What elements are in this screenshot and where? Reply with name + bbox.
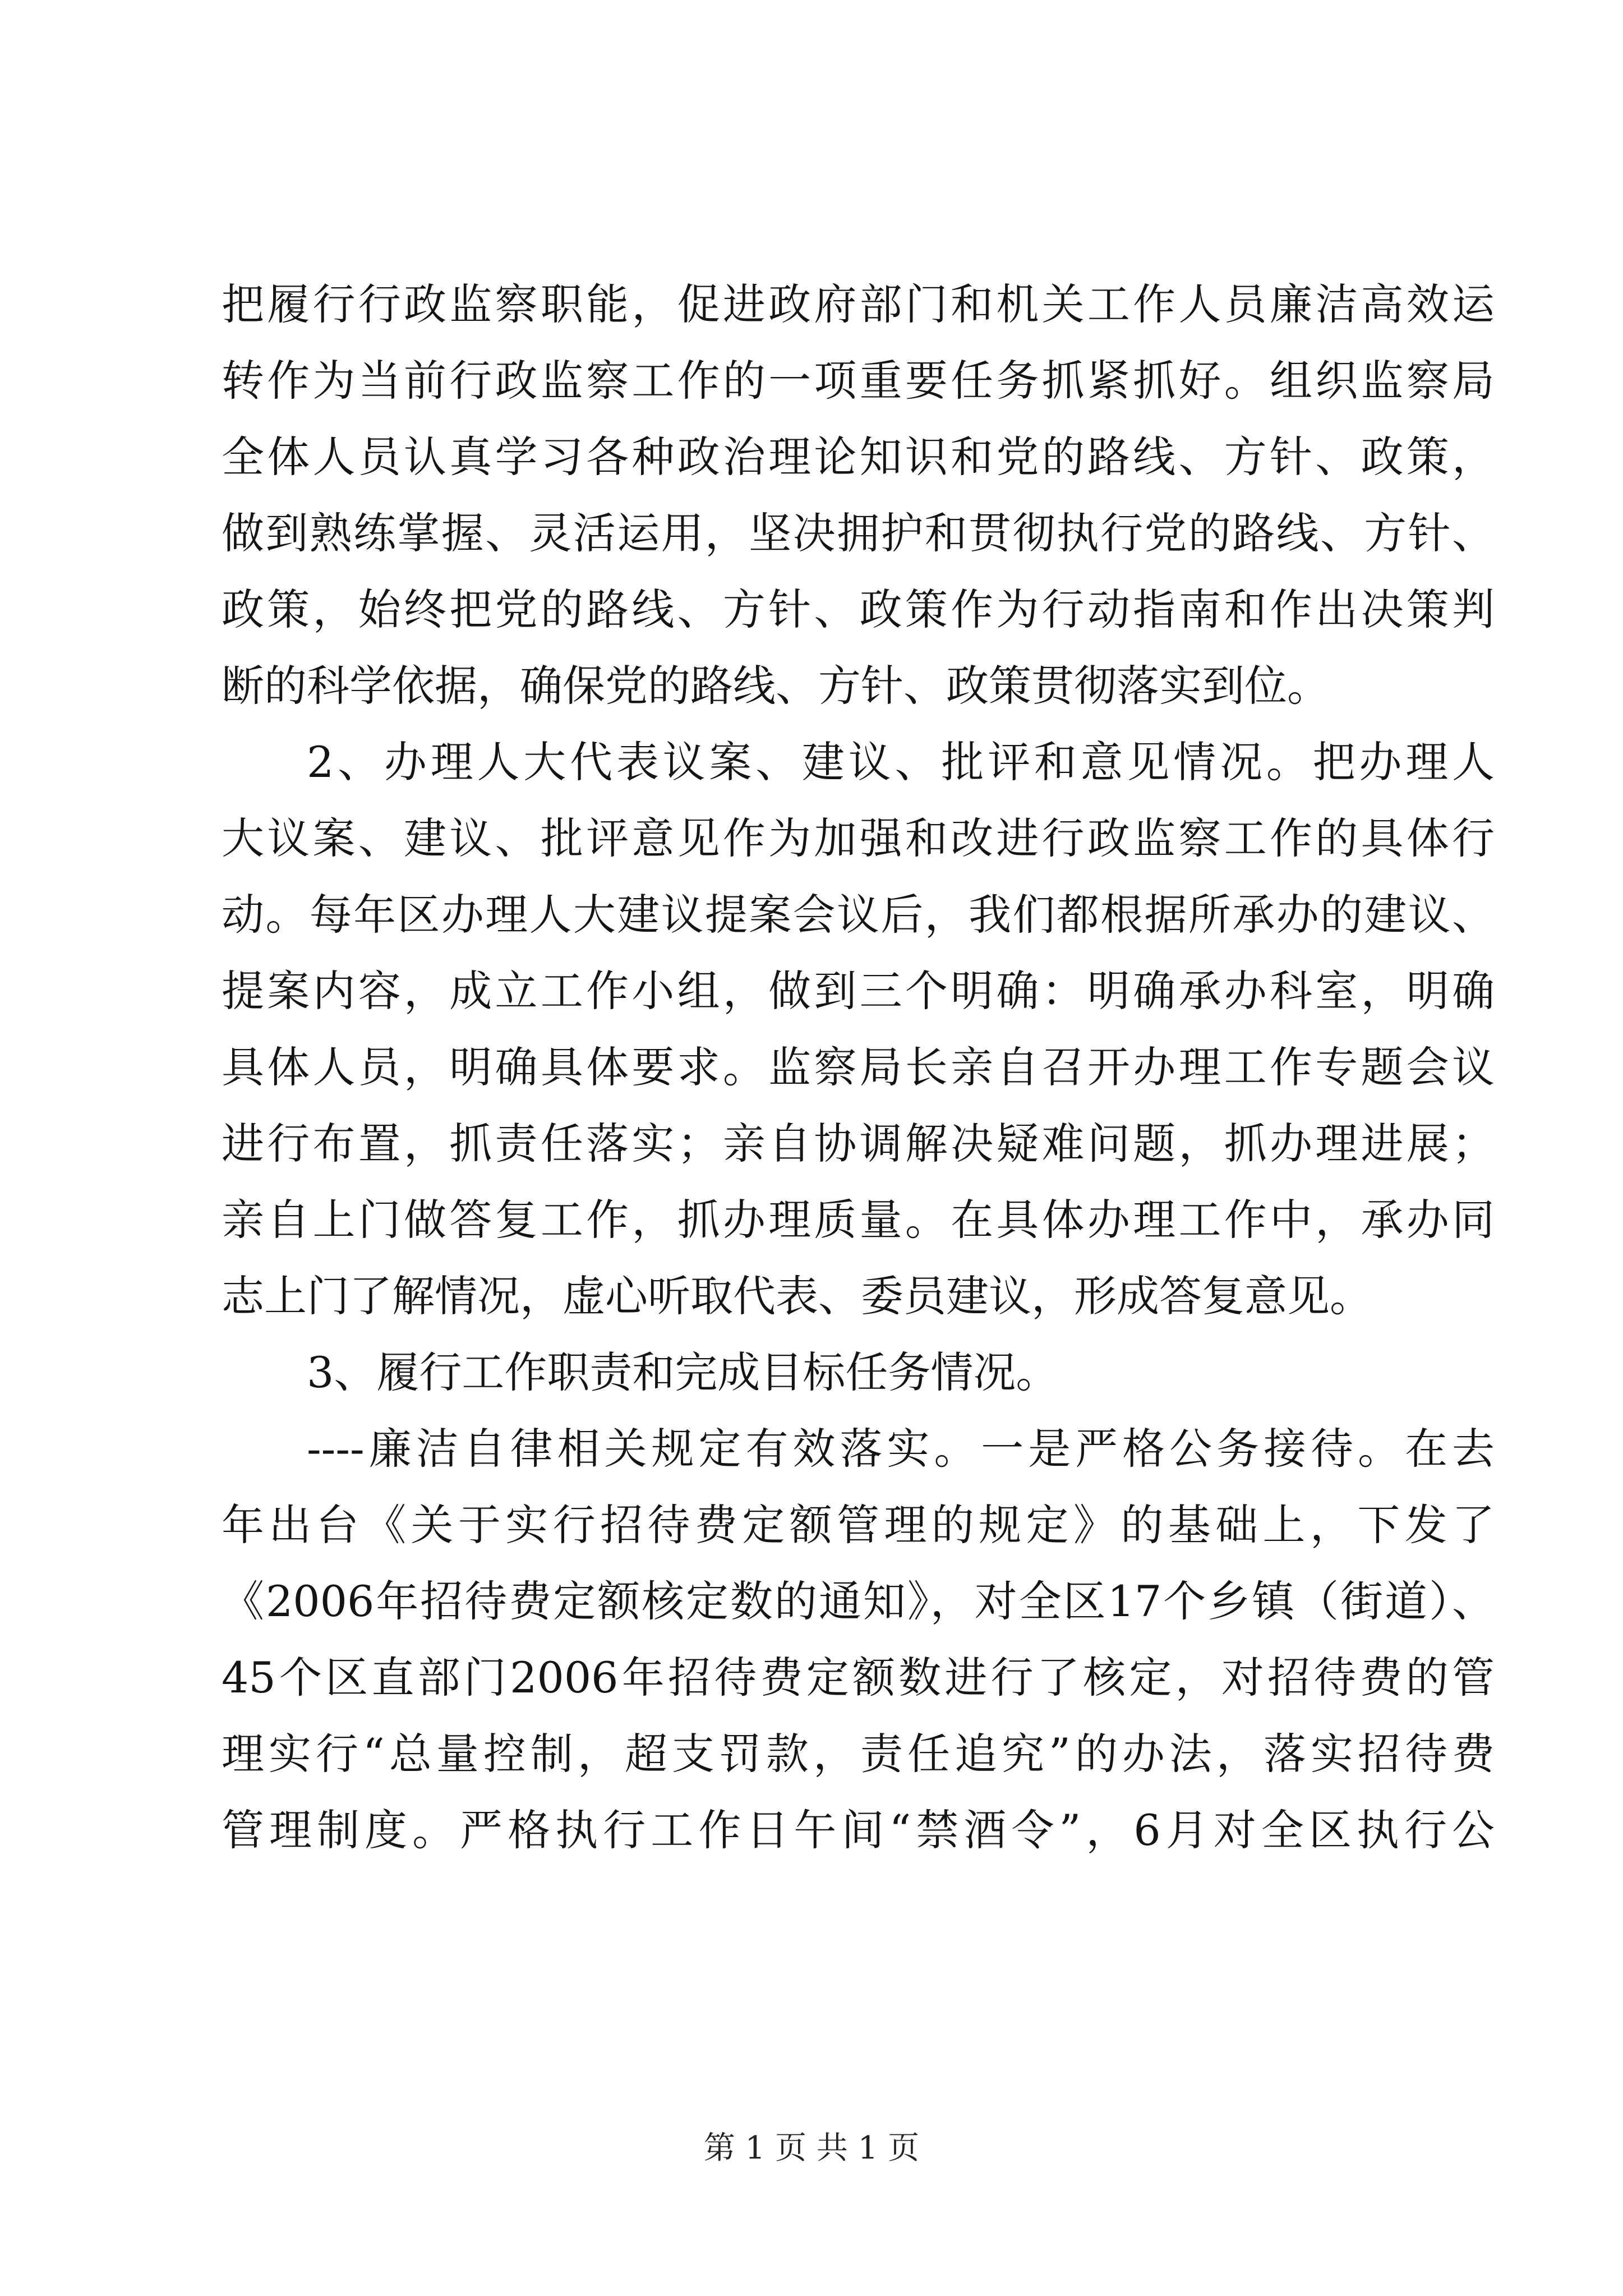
text-line: 转作为当前行政监察工作的一项重要任务抓紧抓好。组织监察局 <box>222 356 1495 406</box>
text-line: 亲自上门做答复工作，抓办理质量。在具体办理工作中，承办同 <box>222 1195 1495 1245</box>
text-line: 政策，始终把党的路线、方针、政策作为行动指南和作出决策判 <box>222 585 1495 634</box>
text-line: 断的科学依据，确保党的路线、方针、政策贯彻落实到位。 <box>222 661 1330 711</box>
paragraph-start-line: ----廉洁自律相关规定有效落实。一是严格公务接待。在去 <box>307 1424 1495 1474</box>
text-line: 45个区直部门2006年招待费定额数进行了核定，对招待费的管 <box>222 1653 1495 1703</box>
text-line: 动。每年区办理人大建议提案会议后，我们都根据所承办的建议、 <box>222 890 1495 940</box>
page-number-footer: 第 1 页 共 1 页 <box>703 2130 920 2166</box>
text-line: 大议案、建议、批评意见作为加强和改进行政监察工作的具体行 <box>222 813 1495 863</box>
paragraph-start-line: 2、办理人大代表议案、建议、批评和意见情况。把办理人 <box>307 737 1495 787</box>
text-line: 理实行“总量控制，超支罚款，责任追究”的办法，落实招待费 <box>222 1729 1495 1779</box>
paragraph-start-line: 3、履行工作职责和完成目标任务情况。 <box>307 1347 1059 1397</box>
text-line: 提案内容，成立工作小组，做到三个明确：明确承办科室，明确 <box>222 966 1495 1016</box>
text-line: 进行布置，抓责任落实；亲自协调解决疑难问题，抓办理进展； <box>222 1119 1495 1168</box>
document-body <box>222 266 1495 1869</box>
text-line: 具体人员，明确具体要求。监察局长亲自召开办理工作专题会议 <box>222 1042 1495 1092</box>
text-line: 全体人员认真学习各种政治理论知识和党的路线、方针、政策， <box>222 432 1495 482</box>
text-line: 做到熟练掌握、灵活运用，坚决拥护和贯彻执行党的路线、方针、 <box>222 508 1495 558</box>
text-line: 志上门了解情况，虚心听取代表、委员建议，形成答复意见。 <box>222 1271 1372 1321</box>
text-line: 《2006年招待费定额核定数的通知》，对全区17个乡镇（街道）、 <box>222 1576 1495 1626</box>
text-line: 年出台《关于实行招待费定额管理的规定》的基础上，下发了 <box>222 1500 1495 1550</box>
text-line: 把履行行政监察职能，促进政府部门和机关工作人员廉洁高效运 <box>222 279 1495 329</box>
text-line: 管理制度。严格执行工作日午间“禁酒令”，6月对全区执行公 <box>222 1805 1495 1855</box>
